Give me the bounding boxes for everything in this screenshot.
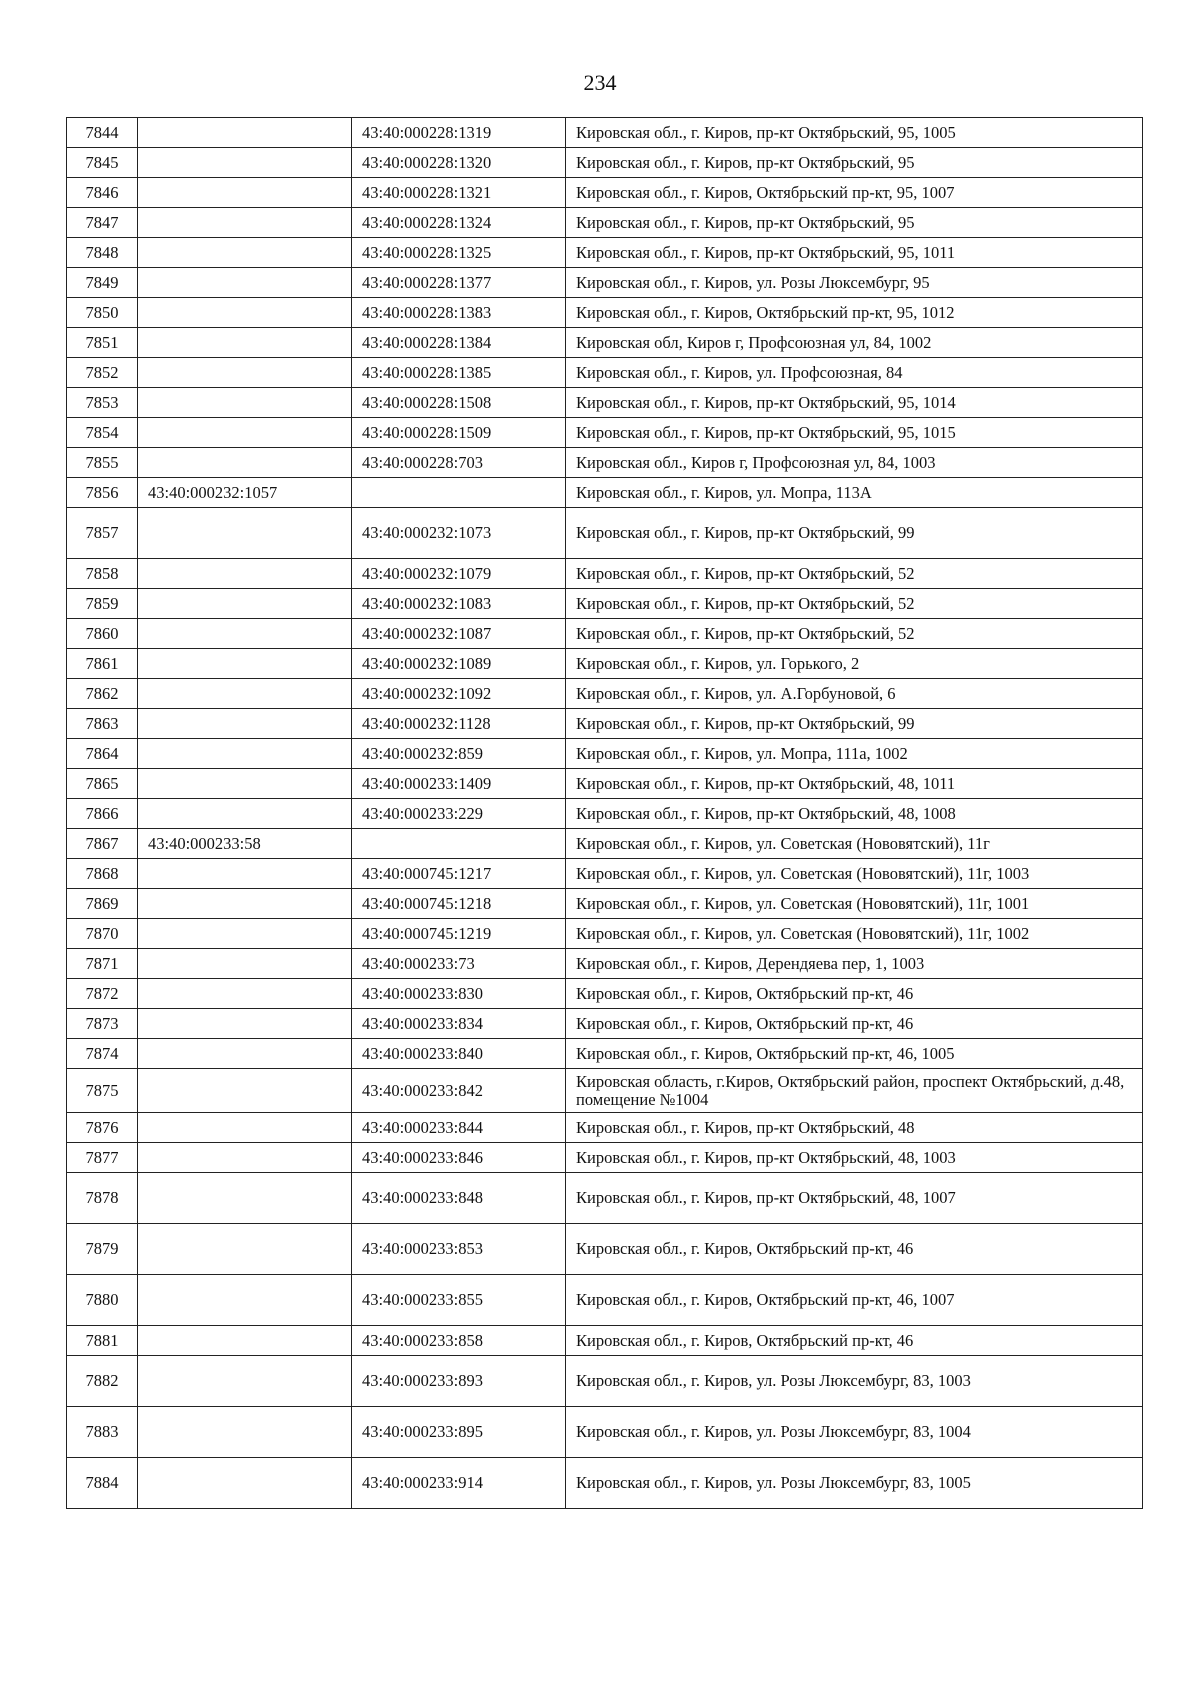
cadastral-number: 43:40:000228:1320 xyxy=(352,148,566,178)
cadastral-number: 43:40:000233:842 xyxy=(352,1069,566,1113)
table-row xyxy=(67,388,1143,418)
cadastral-number: 43:40:000233:914 xyxy=(352,1458,566,1509)
cadastral-number: 43:40:000233:834 xyxy=(352,1009,566,1039)
cadastral-number: 43:40:000232:1089 xyxy=(352,649,566,679)
address: Кировская обл., г. Киров, Октябрьский пр-кт, 95, 1012 xyxy=(566,298,1143,328)
row-number: 7863 xyxy=(67,709,138,739)
row-number: 7859 xyxy=(67,589,138,619)
row-number: 7875 xyxy=(67,1069,138,1113)
table-row xyxy=(67,1458,1143,1509)
row-number: 7866 xyxy=(67,799,138,829)
cadastral-number: 43:40:000228:1324 xyxy=(352,208,566,238)
row-number: 7883 xyxy=(67,1407,138,1458)
row-number: 7856 xyxy=(67,478,138,508)
address: Кировская обл., г. Киров, ул. Горького, 2 xyxy=(566,649,1143,679)
row-number: 7849 xyxy=(67,268,138,298)
cadastral-number: 43:40:000232:859 xyxy=(352,739,566,769)
address: Кировская обл., г. Киров, пр-кт Октябрьский, 95, 1005 xyxy=(566,118,1143,148)
address: Кировская обл., г. Киров, ул. Розы Люксембург, 83, 1003 xyxy=(566,1356,1143,1407)
cadastral-number: 43:40:000233:73 xyxy=(352,949,566,979)
cadastral-number: 43:40:000228:1385 xyxy=(352,358,566,388)
cadastral-number: 43:40:000228:1508 xyxy=(352,388,566,418)
cadastral-number: 43:40:000233:858 xyxy=(352,1326,566,1356)
table-row xyxy=(67,268,1143,298)
parcel-number xyxy=(138,298,352,328)
parcel-number xyxy=(138,328,352,358)
table-row xyxy=(67,1326,1143,1356)
parcel-number xyxy=(138,1326,352,1356)
table-row xyxy=(67,709,1143,739)
cadastral-number: 43:40:000228:1319 xyxy=(352,118,566,148)
row-number: 7878 xyxy=(67,1173,138,1224)
cadastral-number xyxy=(352,478,566,508)
address: Кировская обл., г. Киров, Октябрьский пр-кт, 46 xyxy=(566,1326,1143,1356)
parcel-number xyxy=(138,508,352,559)
parcel-number xyxy=(138,1224,352,1275)
table-row xyxy=(67,418,1143,448)
row-number: 7862 xyxy=(67,679,138,709)
table-row xyxy=(67,679,1143,709)
address: Кировская обл., г. Киров, ул. Советская (Нововятский), 11г, 1003 xyxy=(566,859,1143,889)
address: Кировская обл., г. Киров, пр-кт Октябрьский, 95, 1014 xyxy=(566,388,1143,418)
table-row xyxy=(67,799,1143,829)
address: Кировская обл., г. Киров, пр-кт Октябрьский, 52 xyxy=(566,619,1143,649)
table-row xyxy=(67,1039,1143,1069)
row-number: 7848 xyxy=(67,238,138,268)
parcel-number xyxy=(138,178,352,208)
table-row xyxy=(67,979,1143,1009)
parcel-number xyxy=(138,1275,352,1326)
row-number: 7870 xyxy=(67,919,138,949)
parcel-number xyxy=(138,238,352,268)
address: Кировская обл., г. Киров, пр-кт Октябрьский, 52 xyxy=(566,559,1143,589)
row-number: 7864 xyxy=(67,739,138,769)
parcel-number xyxy=(138,448,352,478)
parcel-number xyxy=(138,949,352,979)
table-row xyxy=(67,118,1143,148)
table-row xyxy=(67,589,1143,619)
parcel-number xyxy=(138,1113,352,1143)
table-row xyxy=(67,1275,1143,1326)
address: Кировская обл., г. Киров, Октябрьский пр-кт, 46, 1005 xyxy=(566,1039,1143,1069)
address: Кировская обл., г. Киров, ул. Розы Люксембург, 83, 1004 xyxy=(566,1407,1143,1458)
parcel-number xyxy=(138,1039,352,1069)
cadastral-number: 43:40:000228:703 xyxy=(352,448,566,478)
parcel-number xyxy=(138,208,352,238)
cadastral-number: 43:40:000232:1079 xyxy=(352,559,566,589)
cadastral-number: 43:40:000233:848 xyxy=(352,1173,566,1224)
table-row xyxy=(67,949,1143,979)
table-row xyxy=(67,508,1143,559)
parcel-number xyxy=(138,418,352,448)
parcel-number xyxy=(138,889,352,919)
address: Кировская обл., г. Киров, Октябрьский пр-кт, 46, 1007 xyxy=(566,1275,1143,1326)
cadastral-number: 43:40:000232:1092 xyxy=(352,679,566,709)
table-row xyxy=(67,1069,1143,1113)
address: Кировская обл., г. Киров, ул. Профсоюзная, 84 xyxy=(566,358,1143,388)
parcel-number xyxy=(138,859,352,889)
row-number: 7865 xyxy=(67,769,138,799)
parcel-number xyxy=(138,388,352,418)
row-number: 7868 xyxy=(67,859,138,889)
address: Кировская обл., г. Киров, пр-кт Октябрьский, 48, 1003 xyxy=(566,1143,1143,1173)
address: Кировская обл., г. Киров, Октябрьский пр-кт, 46 xyxy=(566,979,1143,1009)
row-number: 7867 xyxy=(67,829,138,859)
row-number: 7874 xyxy=(67,1039,138,1069)
row-number: 7854 xyxy=(67,418,138,448)
parcel-number xyxy=(138,358,352,388)
table-row xyxy=(67,559,1143,589)
table-row xyxy=(67,769,1143,799)
cadastral-number: 43:40:000228:1377 xyxy=(352,268,566,298)
address: Кировская обл., г. Киров, Октябрьский пр-кт, 46 xyxy=(566,1009,1143,1039)
address: Кировская обл., г. Киров, пр-кт Октябрьский, 48, 1007 xyxy=(566,1173,1143,1224)
parcel-number xyxy=(138,709,352,739)
parcel-number xyxy=(138,1407,352,1458)
address: Кировская обл., г. Киров, пр-кт Октябрьский, 99 xyxy=(566,508,1143,559)
table-row xyxy=(67,619,1143,649)
address: Кировская обл., г. Киров, пр-кт Октябрьский, 95, 1011 xyxy=(566,238,1143,268)
address: Кировская обл., г. Киров, пр-кт Октябрьский, 95 xyxy=(566,148,1143,178)
address: Кировская обл., г. Киров, ул. Советская (Нововятский), 11г, 1001 xyxy=(566,889,1143,919)
table-row xyxy=(67,829,1143,859)
parcel-number xyxy=(138,649,352,679)
row-number: 7879 xyxy=(67,1224,138,1275)
table-row xyxy=(67,1407,1143,1458)
cadastral-number xyxy=(352,829,566,859)
row-number: 7860 xyxy=(67,619,138,649)
table-row xyxy=(67,148,1143,178)
table-row xyxy=(67,448,1143,478)
cadastral-number: 43:40:000233:830 xyxy=(352,979,566,1009)
parcel-number xyxy=(138,268,352,298)
row-number: 7846 xyxy=(67,178,138,208)
cadastral-number: 43:40:000228:1325 xyxy=(352,238,566,268)
cadastral-number: 43:40:000233:844 xyxy=(352,1113,566,1143)
page-number: 234 xyxy=(583,70,617,95)
cadastral-number: 43:40:000233:895 xyxy=(352,1407,566,1458)
parcel-number xyxy=(138,559,352,589)
address: Кировская обл., г. Киров, ул. Розы Люксембург, 83, 1005 xyxy=(566,1458,1143,1509)
address: Кировская обл., г. Киров, Дерендяева пер, 1, 1003 xyxy=(566,949,1143,979)
parcel-number xyxy=(138,1009,352,1039)
address: Кировская обл., г. Киров, пр-кт Октябрьский, 95, 1015 xyxy=(566,418,1143,448)
parcel-number xyxy=(138,118,352,148)
cadastral-number: 43:40:000745:1218 xyxy=(352,889,566,919)
table-row xyxy=(67,1009,1143,1039)
table-row xyxy=(67,208,1143,238)
address: Кировская обл., г. Киров, пр-кт Октябрьский, 52 xyxy=(566,589,1143,619)
table-row xyxy=(67,919,1143,949)
table-row xyxy=(67,298,1143,328)
table-row xyxy=(67,889,1143,919)
address: Кировская обл., г. Киров, пр-кт Октябрьский, 48, 1008 xyxy=(566,799,1143,829)
cadastral-number: 43:40:000228:1384 xyxy=(352,328,566,358)
parcel-number: 43:40:000233:58 xyxy=(138,829,352,859)
table-row xyxy=(67,1356,1143,1407)
cadastral-number: 43:40:000232:1083 xyxy=(352,589,566,619)
parcel-number xyxy=(138,1069,352,1113)
cadastral-number: 43:40:000745:1219 xyxy=(352,919,566,949)
address: Кировская обл., г. Киров, ул. Советская (Нововятский), 11г xyxy=(566,829,1143,859)
parcel-number xyxy=(138,919,352,949)
row-number: 7844 xyxy=(67,118,138,148)
parcel-number xyxy=(138,1356,352,1407)
row-number: 7861 xyxy=(67,649,138,679)
address: Кировская обл., г. Киров, пр-кт Октябрьский, 48, 1011 xyxy=(566,769,1143,799)
row-number: 7871 xyxy=(67,949,138,979)
table-row xyxy=(67,1143,1143,1173)
address: Кировская обл., г. Киров, ул. Розы Люксембург, 95 xyxy=(566,268,1143,298)
parcel-number xyxy=(138,148,352,178)
row-number: 7872 xyxy=(67,979,138,1009)
address: Кировская обл., Киров г, Профсоюзная ул, 84, 1003 xyxy=(566,448,1143,478)
table-row xyxy=(67,739,1143,769)
parcel-number xyxy=(138,619,352,649)
address: Кировская обл., г. Киров, ул. Мопра, 111а, 1002 xyxy=(566,739,1143,769)
table-row xyxy=(67,859,1143,889)
parcel-number xyxy=(138,589,352,619)
registry-table xyxy=(66,117,1143,1509)
cadastral-number: 43:40:000233:853 xyxy=(352,1224,566,1275)
cadastral-number: 43:40:000228:1509 xyxy=(352,418,566,448)
cadastral-number: 43:40:000745:1217 xyxy=(352,859,566,889)
parcel-number xyxy=(138,1143,352,1173)
cadastral-number: 43:40:000233:229 xyxy=(352,799,566,829)
row-number: 7884 xyxy=(67,1458,138,1509)
address: Кировская обл., г. Киров, пр-кт Октябрьский, 95 xyxy=(566,208,1143,238)
table-row xyxy=(67,358,1143,388)
row-number: 7873 xyxy=(67,1009,138,1039)
cadastral-number: 43:40:000233:1409 xyxy=(352,769,566,799)
address: Кировская область, г.Киров, Октябрьский район, проспект Октябрьский, д.48, помещение №1004 xyxy=(566,1069,1143,1113)
row-number: 7876 xyxy=(67,1113,138,1143)
row-number: 7853 xyxy=(67,388,138,418)
row-number: 7850 xyxy=(67,298,138,328)
table-row xyxy=(67,478,1143,508)
cadastral-number: 43:40:000232:1128 xyxy=(352,709,566,739)
table-row xyxy=(67,238,1143,268)
address: Кировская обл., г. Киров, Октябрьский пр-кт, 46 xyxy=(566,1224,1143,1275)
parcel-number xyxy=(138,739,352,769)
table-row xyxy=(67,649,1143,679)
table-row xyxy=(67,1113,1143,1143)
cadastral-number: 43:40:000233:855 xyxy=(352,1275,566,1326)
table-row xyxy=(67,178,1143,208)
cadastral-number: 43:40:000233:846 xyxy=(352,1143,566,1173)
row-number: 7881 xyxy=(67,1326,138,1356)
row-number: 7857 xyxy=(67,508,138,559)
cadastral-number: 43:40:000228:1321 xyxy=(352,178,566,208)
parcel-number xyxy=(138,1458,352,1509)
table-row xyxy=(67,1224,1143,1275)
parcel-number xyxy=(138,679,352,709)
parcel-number: 43:40:000232:1057 xyxy=(138,478,352,508)
parcel-number xyxy=(138,769,352,799)
parcel-number xyxy=(138,979,352,1009)
cadastral-number: 43:40:000232:1073 xyxy=(352,508,566,559)
row-number: 7869 xyxy=(67,889,138,919)
row-number: 7855 xyxy=(67,448,138,478)
parcel-number xyxy=(138,1173,352,1224)
parcel-number xyxy=(138,799,352,829)
cadastral-number: 43:40:000228:1383 xyxy=(352,298,566,328)
row-number: 7845 xyxy=(67,148,138,178)
row-number: 7851 xyxy=(67,328,138,358)
row-number: 7852 xyxy=(67,358,138,388)
row-number: 7882 xyxy=(67,1356,138,1407)
row-number: 7847 xyxy=(67,208,138,238)
cadastral-number: 43:40:000233:893 xyxy=(352,1356,566,1407)
address: Кировская обл., г. Киров, пр-кт Октябрьский, 99 xyxy=(566,709,1143,739)
address: Кировская обл., г. Киров, пр-кт Октябрьский, 48 xyxy=(566,1113,1143,1143)
row-number: 7858 xyxy=(67,559,138,589)
address: Кировская обл., г. Киров, ул. А.Горбуновой, 6 xyxy=(566,679,1143,709)
address: Кировская обл., г. Киров, Октябрьский пр-кт, 95, 1007 xyxy=(566,178,1143,208)
table-row xyxy=(67,328,1143,358)
address: Кировская обл., г. Киров, ул. Советская (Нововятский), 11г, 1002 xyxy=(566,919,1143,949)
table-row xyxy=(67,1173,1143,1224)
address: Кировская обл, Киров г, Профсоюзная ул, 84, 1002 xyxy=(566,328,1143,358)
cadastral-number: 43:40:000233:840 xyxy=(352,1039,566,1069)
address: Кировская обл., г. Киров, ул. Мопра, 113А xyxy=(566,478,1143,508)
row-number: 7877 xyxy=(67,1143,138,1173)
row-number: 7880 xyxy=(67,1275,138,1326)
cadastral-number: 43:40:000232:1087 xyxy=(352,619,566,649)
